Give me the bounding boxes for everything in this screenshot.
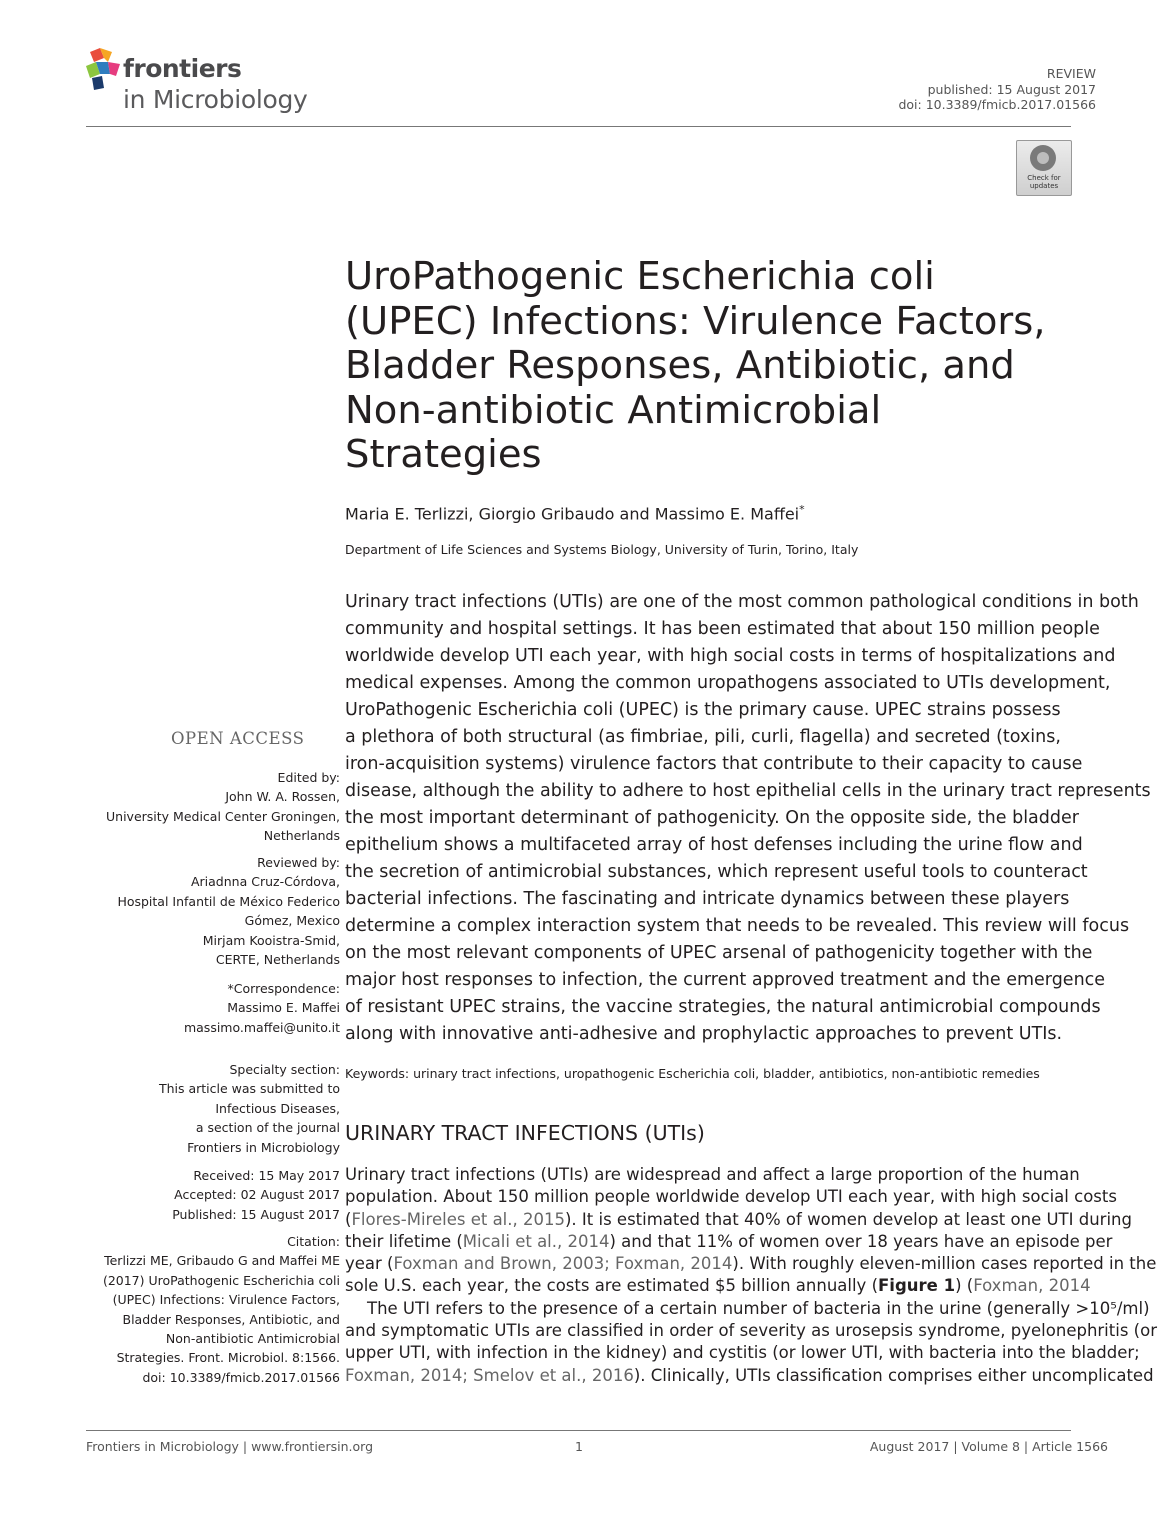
corresponding-mark: * — [799, 503, 805, 516]
body-text-span: ). It is estimated that 40% of women develop at least one UTI during — [565, 1209, 1132, 1229]
body-text-span: ). Clinically, UTIs classification comprises either uncomplicated — [633, 1365, 1154, 1385]
sidebar-line: Non-antibiotic Antimicrobial — [165, 1330, 340, 1346]
reviewed-by — [117, 853, 340, 969]
article-meta — [898, 66, 1096, 113]
abstract-line: disease, although the ability to adhere to host epithelial cells in the urinary tract represents — [345, 781, 1151, 801]
body-line — [345, 1231, 1158, 1253]
sidebar-line: Accepted: 02 August 2017 — [174, 1187, 340, 1203]
abstract-line: the most important determinant of pathogenicity. On the opposite side, the bladder — [345, 808, 1079, 828]
sidebar-line: (2017) UroPathogenic Escherichia coli — [102, 1272, 340, 1288]
abstract-line: iron-acquisition systems) virulence factors that contribute to their capacity to cause — [345, 754, 1083, 774]
abstract-line: major host responses to infection, the current approved treatment and the emergence — [345, 970, 1106, 990]
sidebar-line: *Correspondence: — [227, 981, 340, 996]
body-text — [345, 1164, 1158, 1387]
body-text-span: their lifetime ( — [345, 1231, 463, 1251]
sidebar-line: Terlizzi ME, Gribaudo G and Maffei ME — [104, 1253, 340, 1269]
correspondence — [184, 979, 340, 1037]
abstract-line: community and hospital settings. It has been estimated that about 150 million people — [345, 619, 1100, 639]
header-divider — [86, 126, 1071, 127]
body-line — [345, 1253, 1158, 1275]
sidebar-line: Infectious Diseases, — [215, 1100, 340, 1116]
article-type: REVIEW — [1046, 66, 1096, 81]
published-date: published: 15 August 2017 — [927, 81, 1096, 97]
abstract-line: of resistant UPEC strains, the vaccine strategies, the natural antimicrobial compounds — [345, 997, 1101, 1017]
body-line: population. About 150 million people worldwide develop UTI each year, with high social costs — [345, 1187, 1117, 1207]
page-number: 1 — [575, 1439, 583, 1454]
open-access-label: OPEN ACCESS — [171, 729, 305, 748]
sidebar-line: (UPEC) Infections: Virulence Factors, — [112, 1292, 340, 1308]
body-text-span: ( — [345, 1209, 352, 1229]
body-line: upper UTI, with infection in the kidney) and cystitis (or lower UTI, with bacteria into the bladder; — [345, 1343, 1140, 1363]
check-for-updates-button[interactable] — [1016, 140, 1072, 196]
abstract-line: medical expenses. Among the common uropathogens associated to UTIs development, — [345, 673, 1111, 693]
footer-volume-info: August 2017 | Volume 8 | Article 1566 — [869, 1439, 1108, 1454]
authors-text: Maria E. Terlizzi, Giorgio Gribaudo and Massimo E. Maffei — [345, 504, 800, 524]
title-line: Strategies — [345, 432, 542, 477]
title-line: UroPathogenic Escherichia coli — [345, 254, 935, 299]
article-title — [345, 255, 1105, 478]
abstract-line: the secretion of antimicrobial substances, which represent useful tools to counteract — [345, 862, 1088, 882]
body-text-span: sole U.S. each year, the costs are estimated $5 billion annually ( — [345, 1276, 879, 1296]
abstract-line: bacterial infections. The fascinating and intricate dynamics between these players — [345, 889, 1070, 909]
figure-link[interactable]: Figure 1 — [878, 1276, 956, 1296]
sidebar-line: CERTE, Netherlands — [215, 951, 340, 967]
logo-text-journal: in Microbiology — [123, 85, 308, 114]
body-line: and symptomatic UTIs are classified in order of severity as urosepsis syndrome, pyelonephritis (or — [345, 1321, 1157, 1341]
article-doi[interactable]: doi: 10.3389/fmicb.2017.01566 — [898, 97, 1096, 112]
sidebar-line: Edited by: — [277, 770, 340, 785]
sidebar-line: Bladder Responses, Antibiotic, and — [122, 1311, 340, 1327]
abstract-line: UroPathogenic Escherichia coli (UPEC) is the primary cause. UPEC strains possess — [345, 700, 1061, 720]
body-text-span: ) and that 11% of women over 18 years have an episode per — [609, 1231, 1113, 1251]
footer-divider — [86, 1430, 1071, 1431]
citation-link[interactable]: Foxman and Brown, 2003; Foxman, 2014 — [393, 1254, 733, 1274]
sidebar-line: Gómez, Mexico — [244, 913, 340, 929]
body-text-span: ). With roughly eleven-million cases reported in the — [732, 1254, 1157, 1274]
body-line: Urinary tract infections (UTIs) are widespread and affect a large proportion of the human — [345, 1165, 1080, 1184]
author-list — [345, 503, 805, 523]
sidebar-line: Published: 15 August 2017 — [172, 1206, 340, 1222]
sidebar-line: Mirjam Kooistra-Smid, — [202, 932, 340, 948]
abstract-line: along with innovative anti-adhesive and prophylactic approaches to prevent UTIs. — [345, 1024, 1063, 1044]
abstract-line: epithelium shows a multifaceted array of host defenses including the urine flow and — [345, 835, 1083, 855]
affiliation: Department of Life Sciences and Systems Biology, University of Turin, Torino, Italy — [345, 542, 859, 557]
body-line — [345, 1365, 1158, 1387]
citation-link[interactable]: Flores-Mireles et al., 2015 — [351, 1209, 565, 1229]
logo-text-frontiers: frontiers — [123, 54, 242, 83]
sidebar-line: Frontiers in Microbiology — [187, 1139, 340, 1155]
crossmark-icon — [1030, 145, 1056, 171]
abstract-line: determine a complex interaction system that needs to be revealed. This review will focus — [345, 916, 1130, 936]
footer-journal-link[interactable]: Frontiers in Microbiology | www.frontiersin.org — [86, 1439, 373, 1454]
sidebar-line: Citation: — [287, 1234, 340, 1249]
sidebar-line: Strategies. Front. Microbiol. 8:1566. — [116, 1350, 340, 1366]
sidebar-line: This article was submitted to — [158, 1081, 340, 1097]
citation-link[interactable]: Foxman, 2014 — [973, 1276, 1091, 1296]
citation-link[interactable]: Foxman, 2014; Smelov et al., 2016 — [345, 1365, 634, 1385]
body-line — [345, 1209, 1158, 1231]
citation — [103, 1232, 340, 1387]
specialty-section — [159, 1060, 340, 1157]
section-heading: URINARY TRACT INFECTIONS (UTIs) — [345, 1121, 705, 1145]
frontiers-logo-icon — [86, 48, 122, 92]
keywords: Keywords: urinary tract infections, uropathogenic Escherichia coli, bladder, antibiotics, non-antibiotic remedies — [345, 1066, 1040, 1081]
check-for-updates-label: Check for updates — [1027, 174, 1061, 190]
sidebar-line: Ariadnna Cruz-Córdova, — [190, 874, 340, 890]
sidebar-line: John W. A. Rossen, — [225, 789, 340, 805]
correspondence-email-link[interactable]: massimo.maffei@unito.it — [183, 1019, 340, 1035]
citation-doi-link[interactable]: doi: 10.3389/fmicb.2017.01566 — [142, 1369, 340, 1385]
edited-by — [106, 768, 340, 846]
sidebar-line: University Medical Center Groningen, — [106, 808, 340, 824]
title-line: Bladder Responses, Antibiotic, and — [345, 343, 1015, 388]
sidebar-line: Received: 15 May 2017 — [193, 1168, 340, 1183]
sidebar-line: Netherlands — [263, 828, 340, 844]
abstract-line: worldwide develop UTI each year, with high social costs in terms of hospitalizations and — [345, 646, 1116, 666]
citation-link[interactable]: Micali et al., 2014 — [462, 1231, 610, 1251]
sidebar-line: Massimo E. Maffei — [227, 1000, 340, 1016]
abstract-line: Urinary tract infections (UTIs) are one of the most common pathological conditions in both — [345, 592, 1139, 612]
abstract — [345, 589, 1158, 1048]
body-line: The UTI refers to the presence of a certain number of bacteria in the urine (generally >10⁵/ml) — [367, 1298, 1150, 1318]
title-line: Non-antibiotic Antimicrobial — [345, 387, 882, 433]
article-dates — [172, 1166, 340, 1224]
body-text-span: ) ( — [955, 1276, 974, 1296]
title-line: (UPEC) Infections: Virulence Factors, — [345, 298, 1046, 344]
sidebar-line: Reviewed by: — [257, 855, 340, 870]
journal-logo — [86, 48, 326, 118]
body-text-span: year ( — [345, 1254, 394, 1274]
body-line — [345, 1275, 1158, 1297]
abstract-line: on the most relevant components of UPEC arsenal of pathogenicity together with the — [345, 943, 1093, 963]
sidebar-line: Specialty section: — [229, 1062, 340, 1077]
sidebar-line: Hospital Infantil de México Federico — [117, 893, 340, 909]
abstract-line: a plethora of both structural (as fimbriae, pili, curli, flagella) and secreted (toxins, — [345, 727, 1061, 747]
sidebar-line: a section of the journal — [195, 1120, 340, 1136]
